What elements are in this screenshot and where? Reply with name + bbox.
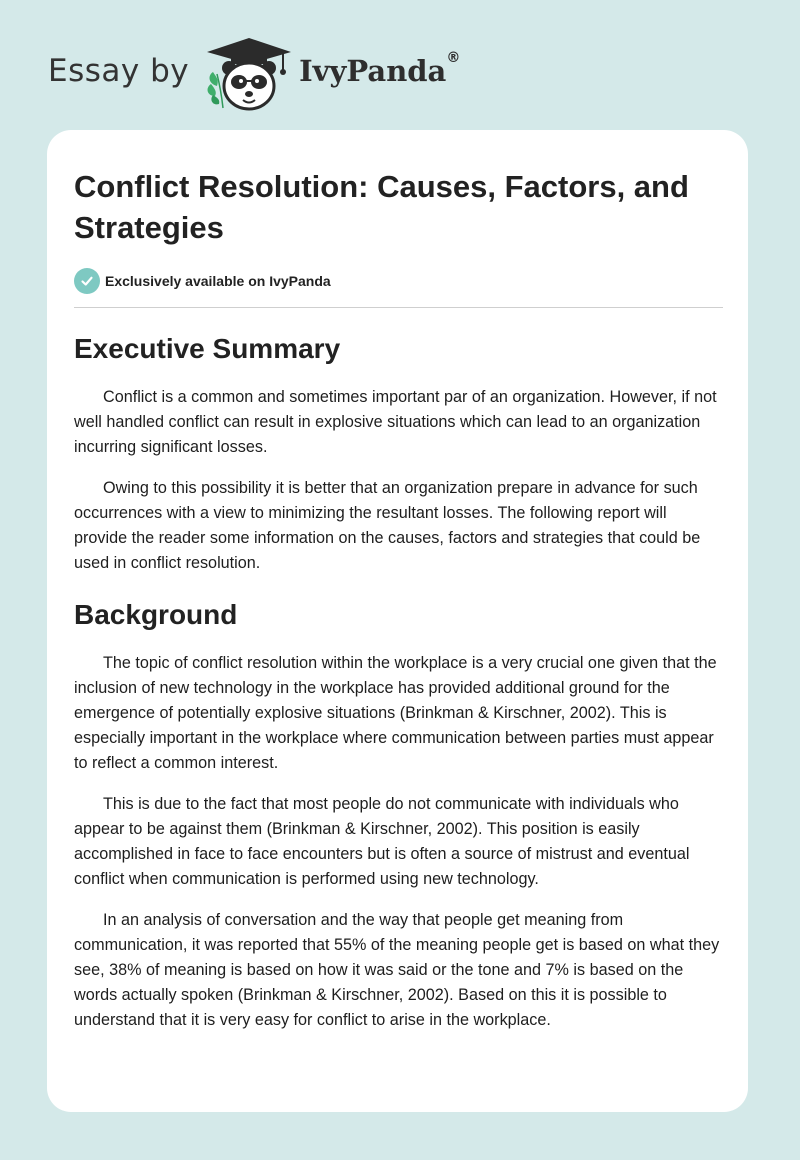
paragraph: This is due to the fact that most people do not communicate with individuals who appear to be against them (Brinkman & Kirschner, 2002). This position is easily accomplished in face to face encounters but is often a source of mistrust and eventual conflict when communication is performed using new technology.: [74, 795, 690, 888]
badge-text: Exclusively available on IvyPanda: [105, 273, 331, 289]
exclusive-badge: [74, 267, 723, 295]
essay-card: [47, 130, 748, 1112]
section-heading-executive-summary: Executive Summary: [74, 333, 341, 364]
divider: [74, 307, 723, 308]
registered-mark: ®: [446, 50, 461, 66]
panda-logo-icon: [203, 34, 295, 114]
checkmark-icon: [74, 268, 100, 294]
brand-prefix: Essay by: [48, 53, 190, 89]
page-title: Conflict Resolution: Causes, Factors, and Strategies: [74, 169, 689, 245]
paragraph: The topic of conflict resolution within the workplace is a very crucial one given that the inclusion of new technology in the workplace has provided additional ground for the emergence of potentially explosive situations (Brinkman & Kirschner, 2002). This is especially important in the workplace where communication between parties must appear to reflect a common interest.: [74, 654, 717, 772]
paragraph: Owing to this possibility it is better that an organization prepare in advance for such occurrences with a view to minimizing the resultant losses. The following report will provide the reader some information on the causes, factors and strategies that could be used in conflict resolution.: [74, 479, 701, 572]
brand-name-text: IvyPanda: [299, 54, 447, 88]
section-heading-background: Background: [74, 599, 238, 630]
site-header: [48, 34, 460, 114]
paragraph: In an analysis of conversation and the way that people get meaning from communication, it was reported that 55% of the meaning people get is based on what they see, 38% of meaning is based on how it was said or the tone and 7% is based on the words actually spoken (Brinkman & Kirschner, 2002). Based on this it is possible to understand that it is very easy for conflict to arise in the workplace.: [74, 911, 720, 1029]
essay-content: [74, 166, 723, 1033]
paragraph: Conflict is a common and sometimes important par of an organization. However, if not well handled conflict can result in explosive situations which can lead to an organization incurring significant losses.: [74, 388, 717, 456]
brand-name: [299, 50, 461, 88]
